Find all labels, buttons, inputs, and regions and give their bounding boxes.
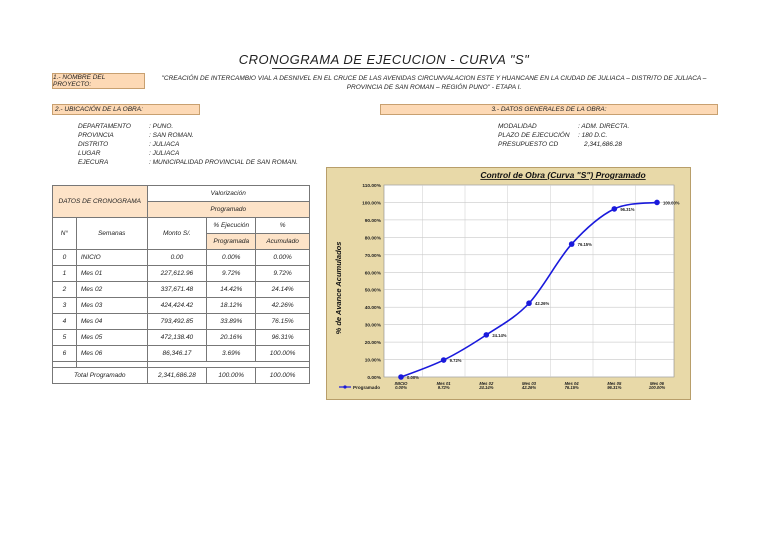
cell-acumulado: 42.26% xyxy=(256,298,310,314)
data-point xyxy=(569,241,575,247)
cell-semana: Mes 03 xyxy=(76,298,147,314)
table-row xyxy=(53,266,310,282)
location-list xyxy=(78,123,298,168)
cell-programada: 14.42% xyxy=(207,282,256,298)
cell-monto: 0.00 xyxy=(147,250,207,266)
cell-programada: 3.69% xyxy=(207,346,256,362)
location-key: PROVINCIA xyxy=(78,132,114,139)
cell-n: 2 xyxy=(53,282,77,298)
x-table-value: 96.31% xyxy=(607,385,622,390)
cell-programada: 0.00% xyxy=(207,250,256,266)
header-monto: Monto S/. xyxy=(147,218,207,250)
x-table-value: 100.00% xyxy=(648,385,666,390)
table-row xyxy=(53,346,310,362)
cell-semana: INICIO xyxy=(76,250,147,266)
y-tick-label: 20.00% xyxy=(364,341,381,347)
total-programada: 100.00% xyxy=(207,368,256,384)
x-tick-label: Mes 01 xyxy=(436,381,451,386)
cell-n: 0 xyxy=(53,250,77,266)
data-point xyxy=(612,206,618,212)
y-tick-label: 30.00% xyxy=(364,323,381,329)
y-tick-label: 70.00% xyxy=(364,253,381,259)
data-point xyxy=(398,374,404,380)
x-tick-label: Mes 06 xyxy=(650,381,664,386)
general-row xyxy=(498,123,629,132)
project-text: "CREACIÓN DE INTERCAMBIO VIAL A DESNIVEL EN EL CRUCE DE LAS AVENIDAS CIRCUNVALACION ESTE Y HUANCANE EN LA CIUDAD DE JULIACA – DISTRITO DE JULIACA – PROVINCIA DE SAN ROMAN – REGIÓN PUNO" - ETAPA I. xyxy=(161,75,707,91)
table-row xyxy=(53,298,310,314)
location-value: : PUNO. xyxy=(149,123,174,130)
cell-acumulado: 0.00% xyxy=(256,250,310,266)
cell-acumulado: 76.15% xyxy=(256,314,310,330)
general-value: : ADM. DIRECTA. xyxy=(578,123,630,130)
y-tick-label: 0.00% xyxy=(367,376,381,381)
total-row xyxy=(53,368,310,384)
header-datos: DATOS DE CRONOGRAMA xyxy=(53,186,148,218)
cell-programada: 9.72% xyxy=(207,266,256,282)
location-key: DEPARTAMENTO xyxy=(78,123,131,130)
y-tick-label: 10.00% xyxy=(364,358,381,364)
header-programado: Programado xyxy=(147,202,309,218)
location-row xyxy=(78,141,298,150)
data-point xyxy=(526,300,532,306)
cell-n: 1 xyxy=(53,266,77,282)
general-list xyxy=(498,123,629,150)
data-label: 42.26% xyxy=(535,301,550,307)
y-tick-label: 110.00% xyxy=(362,184,381,189)
location-value: : JULIACA xyxy=(149,141,180,148)
data-label: 9.72% xyxy=(449,358,462,364)
x-table-value: 42.26% xyxy=(521,385,537,390)
schedule-table xyxy=(52,185,310,384)
y-tick-label: 80.00% xyxy=(364,236,381,242)
total-monto: 2,341,686.28 xyxy=(147,368,207,384)
general-key: PLAZO DE EJECUCIÓN xyxy=(498,132,570,139)
x-table-value: 9.72% xyxy=(437,385,450,390)
x-table-value: 76.15% xyxy=(564,385,579,390)
header-semanas: Semanas xyxy=(76,218,147,250)
cell-acumulado: 100.00% xyxy=(256,346,310,362)
general-key: PRESUPUESTO CD xyxy=(498,141,559,148)
x-tick-label: Mes 04 xyxy=(564,381,579,386)
location-row xyxy=(78,132,298,141)
document-title: CRONOGRAMA DE EJECUCION - CURVA "S" xyxy=(238,52,530,67)
y-tick-label: 50.00% xyxy=(364,288,381,294)
table-row xyxy=(53,250,310,266)
data-label: 24.14% xyxy=(492,332,507,338)
location-key: EJECURA xyxy=(78,159,109,166)
x-table-value: 0.00% xyxy=(395,385,407,390)
cell-monto: 227,612.96 xyxy=(147,266,207,282)
header-programada: Programada xyxy=(207,234,256,250)
general-row xyxy=(498,141,629,150)
total-acumulado: 100.00% xyxy=(256,368,310,384)
cell-n: 3 xyxy=(53,298,77,314)
y-tick-label: 40.00% xyxy=(364,306,381,312)
data-point xyxy=(484,332,490,338)
cell-n: 4 xyxy=(53,314,77,330)
general-key: MODALIDAD xyxy=(498,123,537,130)
project-label: 1.- NOMBRE DEL PROYECTO: xyxy=(52,73,145,89)
cell-acumulado: 24.14% xyxy=(256,282,310,298)
title-underline xyxy=(272,68,492,69)
general-value: : 180 D.C. xyxy=(578,132,608,139)
header-pct-ejecucion: % Ejecución xyxy=(207,218,256,234)
x-tick-label: Mes 02 xyxy=(479,381,494,386)
y-tick-label: 60.00% xyxy=(364,271,381,277)
x-table-value: 24.14% xyxy=(479,385,494,390)
cell-semana: Mes 04 xyxy=(76,314,147,330)
cell-programada: 20.16% xyxy=(207,330,256,346)
table-row xyxy=(53,282,310,298)
header-pct: % xyxy=(256,218,310,234)
cell-semana: Mes 06 xyxy=(76,346,147,362)
general-label: 3.- DATOS GENERALES DE LA OBRA: xyxy=(380,104,718,115)
data-label: 96.31% xyxy=(620,206,635,212)
cell-acumulado: 96.31% xyxy=(256,330,310,346)
data-point xyxy=(441,357,447,363)
cell-monto: 424,424.42 xyxy=(147,298,207,314)
location-key: LUGAR xyxy=(78,150,101,157)
cell-n: 6 xyxy=(53,346,77,362)
cell-semana: Mes 01 xyxy=(76,266,147,282)
header-n: N° xyxy=(53,218,77,250)
general-value: 2,341,686.28 xyxy=(584,141,622,148)
total-label: Total Programado xyxy=(53,368,148,384)
legend-label: Programado xyxy=(353,385,381,390)
cell-monto: 337,671.48 xyxy=(147,282,207,298)
location-key: DISTRITO xyxy=(78,141,109,148)
location-value: : JULIACA xyxy=(149,150,180,157)
chart-title: Control de Obra (Curva "S") Programado xyxy=(480,170,646,180)
data-label: 76.15% xyxy=(577,242,592,248)
x-tick-label: INICIO xyxy=(394,381,408,386)
cell-monto: 86,346.17 xyxy=(147,346,207,362)
x-tick-label: Mes 03 xyxy=(522,381,536,386)
location-row xyxy=(78,123,298,132)
header-valorizacion: Valorización xyxy=(147,186,309,202)
y-tick-label: 100.00% xyxy=(362,201,381,207)
cell-programada: 18.12% xyxy=(207,298,256,314)
general-row xyxy=(498,132,629,141)
cell-monto: 472,138.40 xyxy=(147,330,207,346)
data-label: 100.00% xyxy=(663,200,680,206)
table-row xyxy=(53,314,310,330)
x-tick-label: Mes 05 xyxy=(607,381,622,386)
s-curve-chart xyxy=(326,167,691,400)
plot-area xyxy=(384,185,674,377)
legend-marker xyxy=(343,385,346,388)
y-tick-label: 90.00% xyxy=(364,218,381,224)
header-acumulado: Acumulado xyxy=(256,234,310,250)
table-row xyxy=(53,330,310,346)
location-label: 2.- UBICACIÓN DE LA OBRA: xyxy=(52,104,200,115)
location-row xyxy=(78,150,298,159)
cell-monto: 793,492.85 xyxy=(147,314,207,330)
data-point xyxy=(654,200,660,206)
chart-y-label: % de Avance Acumulados xyxy=(334,241,343,335)
cell-acumulado: 9.72% xyxy=(256,266,310,282)
cell-semana: Mes 02 xyxy=(76,282,147,298)
location-row xyxy=(78,159,298,168)
cell-semana: Mes 05 xyxy=(76,330,147,346)
location-value: : SAN ROMAN. xyxy=(149,132,194,139)
cell-programada: 33.89% xyxy=(207,314,256,330)
chart-svg xyxy=(327,168,690,399)
data-label: 0.00% xyxy=(407,375,419,380)
location-value: : MUNICIPALIDAD PROVINCIAL DE SAN ROMAN. xyxy=(149,159,298,166)
cell-n: 5 xyxy=(53,330,77,346)
